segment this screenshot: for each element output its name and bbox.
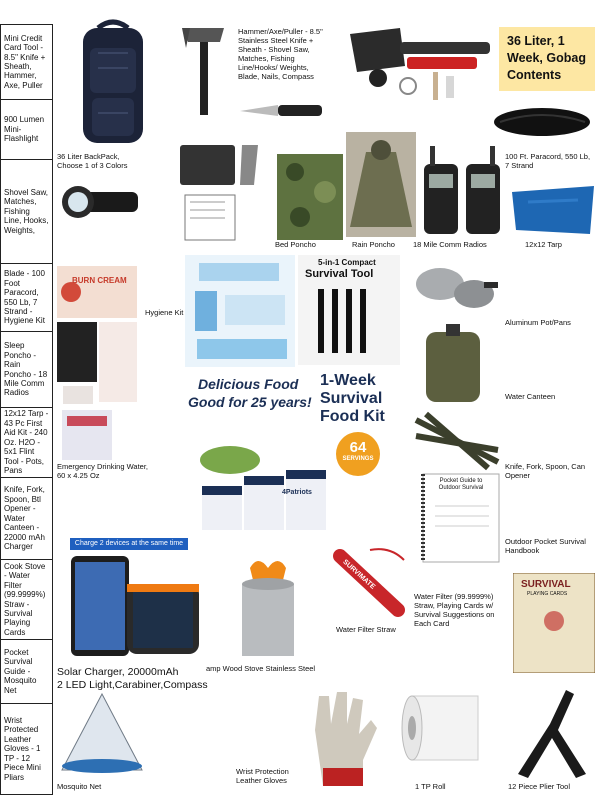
canteen-image — [418, 322, 488, 404]
tp-roll-image — [398, 686, 490, 766]
hygiene-kit-image — [185, 255, 295, 367]
gloves-image — [305, 690, 381, 790]
paracord-label: 100 Ft. Paracord, 550 Lb, 7 Strand — [505, 152, 591, 170]
sidebar-cell-text: 12x12 Tarp - 43 Pc First Aid Kit - 240 Oz. H2O - 5x1 Flint Tool - Pots, Pans — [4, 409, 49, 476]
backpack-label: 36 Liter BackPack, Choose 1 of 3 Colors — [57, 152, 128, 170]
radios-image — [418, 142, 506, 238]
sidebar-cell — [0, 478, 53, 560]
drinking-water-label: Emergency Drinking Water, 60 x 4.25 Oz — [57, 462, 149, 480]
food-tagline-2: Good for 25 years! — [188, 394, 312, 410]
sidebar-cell-text: 900 Lumen Mini-Flashlight — [4, 115, 45, 144]
sidebar-cell — [0, 640, 53, 704]
food-title-3: Food Kit — [320, 408, 385, 425]
rain-poncho-image — [346, 132, 416, 237]
food-tagline-1: Delicious Food — [198, 376, 299, 392]
sidebar-cell-text: Knife, Fork, Spoon, Btl Opener - Water Canteen - 22000 mAh Charger — [4, 485, 45, 552]
credit-card-tool-image — [170, 140, 270, 250]
utensils-image — [412, 410, 504, 472]
cards-title: SURVIVAL — [521, 579, 571, 590]
flashlight-image — [60, 180, 140, 225]
handbook-cover-text: Pocket Guide to Outdoor Survival — [438, 478, 484, 492]
bed-poncho-image — [275, 152, 345, 242]
sidebar-cell — [0, 264, 53, 332]
sidebar-cell-text: Cook Stove - Water Filter (99.9999%) Straw - Survival Playing Cards — [4, 561, 46, 637]
food-title-2: Survival — [320, 390, 383, 407]
sidebar-cell — [0, 560, 53, 640]
drinking-water-image — [57, 408, 117, 463]
knife-image — [238, 100, 323, 122]
sidebar-cell — [0, 100, 53, 160]
solar-label-1: Solar Charger, 20000mAh — [57, 666, 179, 678]
mosquito-label: Mosquito Net — [57, 782, 102, 791]
burn-cream-image — [57, 266, 137, 318]
sidebar-cell-text: Shovel Saw, Matches, Fishing Line, Hooks, Weights, — [4, 187, 49, 235]
solar-charger-image — [57, 554, 207, 664]
plier-label: 12 Piece Plier Tool — [508, 782, 570, 791]
hygiene-label: Hygiene Kit — [145, 308, 184, 317]
burn-cream-text: BURN CREAM — [72, 276, 127, 285]
straw-label: Water Filter Straw — [336, 625, 396, 634]
hammer-axe-image — [180, 22, 228, 117]
radios-label: 18 Mile Comm Radios — [413, 240, 487, 249]
sidebar-cell-text: Mini Credit Card Tool - 8.5" Knife + Sheath, Hammer, Axe, Puller — [4, 33, 46, 90]
handbook-label: Outdoor Pocket Survival Handbook — [505, 537, 586, 555]
straw-brand: SURVIMATE — [341, 558, 377, 591]
backpack-image — [68, 18, 158, 148]
pots-image — [412, 262, 500, 322]
cards-subtitle: PLAYING CARDS — [527, 591, 568, 597]
water-filter-label: Water Filter (99.9999%) Straw, Playing Cards w/ Survival Suggestions on Each Card — [414, 592, 495, 628]
sidebar-cell-text: Pocket Survival Guide - Mosquito Net — [4, 647, 37, 695]
servings-word: SERVINGS — [342, 456, 374, 462]
stove-label: amp Wood Stove Stainless Steel — [206, 664, 316, 673]
paracord-image — [490, 104, 595, 139]
first-aid-kit-image — [57, 318, 137, 408]
bed-poncho-label: Bed Poncho — [275, 240, 316, 249]
survival-tool-title: 5-in-1 Compact — [318, 258, 376, 267]
tp-label: 1 TP Roll — [415, 782, 446, 791]
mosquito-net-image — [58, 690, 146, 778]
gloves-label: Wrist Protection Leather Gloves — [236, 767, 289, 785]
food-title-1: 1-Week — [320, 372, 376, 389]
sidebar-cell-text: Wrist Protected Leather Gloves - 1 TP - 12 Piece Mini Pliars — [4, 715, 41, 782]
sidebar-cell — [0, 408, 53, 478]
tarp-label: 12x12 Tarp — [525, 240, 562, 249]
wood-stove-image — [228, 558, 308, 663]
solar-label-2: 2 LED Light,Carabiner,Compass — [57, 679, 208, 691]
sidebar-contents-table — [0, 0, 55, 797]
utensils-label: Knife, Fork, Spoon, Can Opener — [505, 462, 586, 480]
food-pouches-image — [200, 430, 330, 540]
fire-starter-kit-image — [368, 64, 488, 106]
page-title: 36 Liter, 1 Week, Gobag Contents — [499, 27, 595, 91]
pots-label: Aluminum Pot/Pans — [505, 318, 571, 327]
survival-tool-subtitle: Survival Tool — [305, 268, 374, 280]
sidebar-cell — [0, 704, 53, 795]
sidebar-cell — [0, 24, 53, 100]
tarp-image — [508, 182, 598, 237]
patriots-brand: 4Patriots — [282, 489, 312, 496]
servings-badge — [336, 432, 380, 476]
canteen-label: Water Canteen — [505, 392, 556, 401]
rain-poncho-label: Rain Poncho — [352, 240, 395, 249]
sidebar-cell-text: Sleep Poncho - Rain Poncho - 18 Mile Comm Radios — [4, 341, 48, 398]
hammer-label: Hammer/Axe/Puller - 8.5" Stainless Steel Knife + Sheath - Shovel Saw, Matches, Fishing Line/Hooks/ Weights, Blade, Nails, Compass — [238, 27, 323, 81]
sidebar-cell-text: Blade - 100 Foot Paracord, 550 Lb, 7 Strand - Hygiene Kit — [4, 269, 45, 326]
charge-banner: Charge 2 devices at the same time — [70, 538, 188, 550]
sidebar-cell — [0, 332, 53, 408]
servings-number: 64 — [349, 439, 367, 456]
plier-tool-image — [508, 684, 596, 779]
sidebar-cell — [0, 160, 53, 264]
